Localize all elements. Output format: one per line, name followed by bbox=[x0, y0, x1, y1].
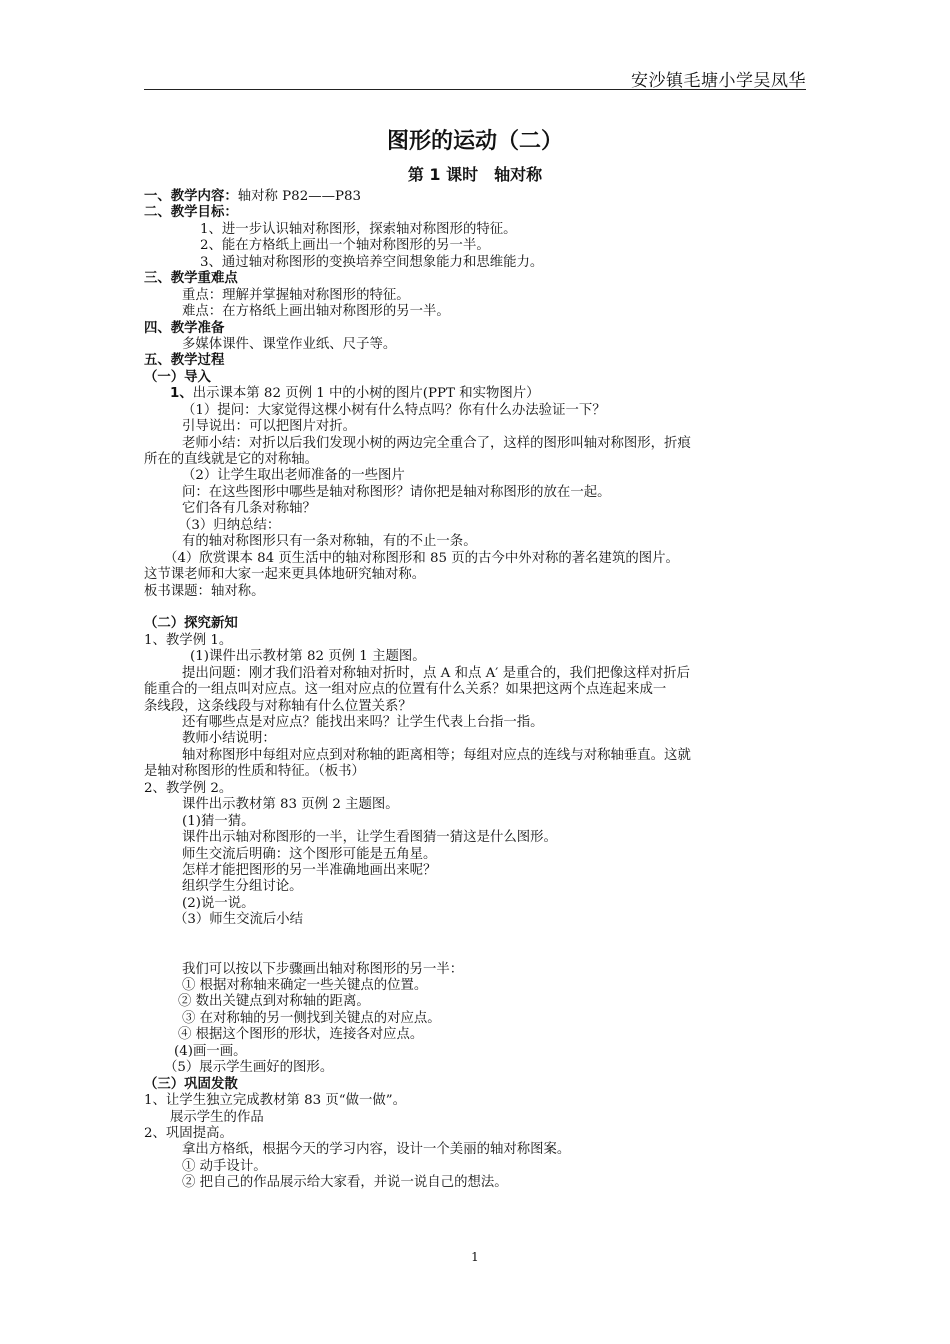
page-subtitle: 第 1 课时 轴对称 bbox=[407, 165, 543, 184]
header-author: 安沙镇毛塘小学吴凤华 bbox=[631, 71, 806, 91]
paragraph-line: (1)猜一猜。 bbox=[182, 813, 255, 829]
page-title: 图形的运动（二） bbox=[386, 129, 563, 154]
paragraph-line: 有的轴对称图形只有一条对称轴，有的不止一条。 bbox=[182, 534, 477, 550]
paragraph-line: （4）欣赏课本 84 页生活中的轴对称图形和 85 页的古今中外对称的著名建筑的图片。 bbox=[164, 550, 679, 566]
paragraph-line: 条线段，这条线段与对称轴有什么位置关系？ bbox=[144, 698, 412, 714]
section-heading: 一、教学内容： bbox=[144, 189, 238, 204]
paragraph-line bbox=[144, 386, 808, 402]
paragraph-line: 能重合的一组点叫对应点。这一组对应点的位置有什么关系？如果把这两个点连起来成一 bbox=[144, 682, 667, 698]
step-line: ② 数出关键点到对称轴的距离。 bbox=[178, 994, 370, 1010]
paragraph-line: 引导说出：可以把图片对折。 bbox=[182, 419, 357, 435]
paragraph-line: 问：在这些图形中哪些是轴对称图形？请你把是轴对称图形的放在一起。 bbox=[182, 484, 611, 500]
paragraph-line: 老师小结：对折以后我们发现小树的两边完全重合了，这样的图形叫轴对称图形，折痕 bbox=[182, 435, 691, 451]
blank-lines bbox=[144, 929, 808, 962]
paragraph-line: 1、进一步认识轴对称图形，探索轴对称图形的特征。 bbox=[200, 221, 517, 237]
section-teaching-content bbox=[144, 189, 808, 205]
step-line: ② 把自己的作品展示给大家看，并说一说自己的想法。 bbox=[182, 1175, 508, 1191]
section-heading: 二、教学目标： bbox=[144, 205, 238, 221]
paragraph-line: 轴对称 P82——P83 bbox=[237, 189, 362, 204]
header-rule bbox=[144, 89, 806, 90]
paragraph-line: 师生交流后明确：这个图形可能是五角星。 bbox=[182, 846, 437, 862]
paragraph-line: 板书课题：轴对称。 bbox=[144, 583, 265, 599]
paragraph-line: 是轴对称图形的性质和特征。（板书） bbox=[144, 764, 365, 780]
item-number: 1、 bbox=[170, 386, 193, 402]
subsection-heading: （三）巩固发散 bbox=[144, 1076, 238, 1092]
paragraph-line: 提出问题：刚才我们沿着对称轴对折时，点 A 和点 A′ 是重合的，我们把像这样对折后 bbox=[182, 665, 691, 681]
paragraph-line: （3）师生交流后小结 bbox=[174, 912, 304, 928]
paragraph-line: (2)说一说。 bbox=[182, 895, 255, 911]
paragraph-line: （3）归纳总结： bbox=[178, 517, 281, 533]
section-heading: 五、教学过程 bbox=[144, 353, 225, 369]
paragraph-line: (1)课件出示教材第 82 页例 1 主题图。 bbox=[190, 649, 426, 665]
paragraph-line: 2、巩固提高。 bbox=[144, 1125, 233, 1141]
subsection-heading: （二）探究新知 bbox=[144, 616, 238, 632]
paragraph-line: 还有哪些点是对应点？能找出来吗？让学生代表上台指一指。 bbox=[182, 715, 544, 730]
paragraph-line: 怎样才能把图形的另一半准确地画出来呢？ bbox=[182, 862, 437, 878]
paragraph-line: 课件出示教材第 83 页例 2 主题图。 bbox=[182, 797, 399, 813]
paragraph-line: 我们可以按以下步骤画出轴对称图形的另一半： bbox=[182, 961, 464, 977]
paragraph-line: 轴对称图形中每组对应点到对称轴的距离相等；每组对应点的连线与对称轴垂直。这就 bbox=[182, 747, 691, 763]
page-number: 1 bbox=[471, 1250, 479, 1264]
paragraph-line: 教师小结说明： bbox=[182, 731, 276, 747]
section-heading: 四、教学准备 bbox=[144, 320, 225, 336]
paragraph-line: 组织学生分组讨论。 bbox=[182, 879, 303, 895]
step-line: ① 根据对称轴来确定一些关键点的位置。 bbox=[182, 978, 428, 994]
paragraph-line: （1）提问：大家觉得这棵小树有什么特点吗？你有什么办法验证一下？ bbox=[182, 402, 606, 418]
paragraph-line: （2）让学生取出老师准备的一些图片 bbox=[182, 468, 405, 484]
step-line: ④ 根据这个图形的形状，连接各对应点。 bbox=[178, 1027, 424, 1043]
paragraph-line: 重点：理解并掌握轴对称图形的特征。 bbox=[182, 287, 410, 303]
paragraph-line: 所在的直线就是它的对称轴。 bbox=[144, 452, 319, 467]
step-line: ① 动手设计。 bbox=[182, 1158, 267, 1174]
paragraph-text: 出示课本第 82 页例 1 中的小树的图片(PPT 和实物图片） bbox=[192, 386, 540, 402]
paragraph-line: 难点：在方格纸上画出轴对称图形的另一半。 bbox=[182, 304, 450, 320]
paragraph-line: 展示学生的作品 bbox=[170, 1109, 264, 1125]
paragraph-line: 拿出方格纸，根据今天的学习内容，设计一个美丽的轴对称图案。 bbox=[182, 1142, 571, 1158]
section-heading: 三、教学重难点 bbox=[144, 271, 238, 287]
step-line: ③ 在对称轴的另一侧找到关键点的对应点。 bbox=[182, 1010, 441, 1026]
paragraph-line: 课件出示轴对称图形的一半，让学生看图猜一猜这是什么图形。 bbox=[182, 830, 557, 846]
paragraph-line: (4)画一画。 bbox=[174, 1043, 247, 1059]
paragraph-line: （5）展示学生画好的图形。 bbox=[164, 1060, 334, 1076]
paragraph-line: 这节课老师和大家一起来更具体地研究轴对称。 bbox=[144, 567, 426, 583]
paragraph-line: 3、通过轴对称图形的变换培养空间想象能力和思维能力。 bbox=[200, 254, 544, 270]
paragraph-line: 2、能在方格纸上画出一个轴对称图形的另一半。 bbox=[200, 238, 490, 254]
paragraph-line: 1、教学例 1。 bbox=[144, 632, 233, 648]
subsection-heading: （一）导入 bbox=[144, 369, 211, 385]
document-body bbox=[144, 189, 808, 1192]
paragraph-line: 多媒体课件、课堂作业纸、尺子等。 bbox=[182, 336, 397, 352]
paragraph-line: 2、教学例 2。 bbox=[144, 780, 233, 796]
blank-line bbox=[144, 600, 808, 616]
paragraph-line: 1、让学生独立完成教材第 83 页“做一做”。 bbox=[144, 1093, 407, 1109]
paragraph-line: 它们各有几条对称轴？ bbox=[182, 501, 316, 517]
